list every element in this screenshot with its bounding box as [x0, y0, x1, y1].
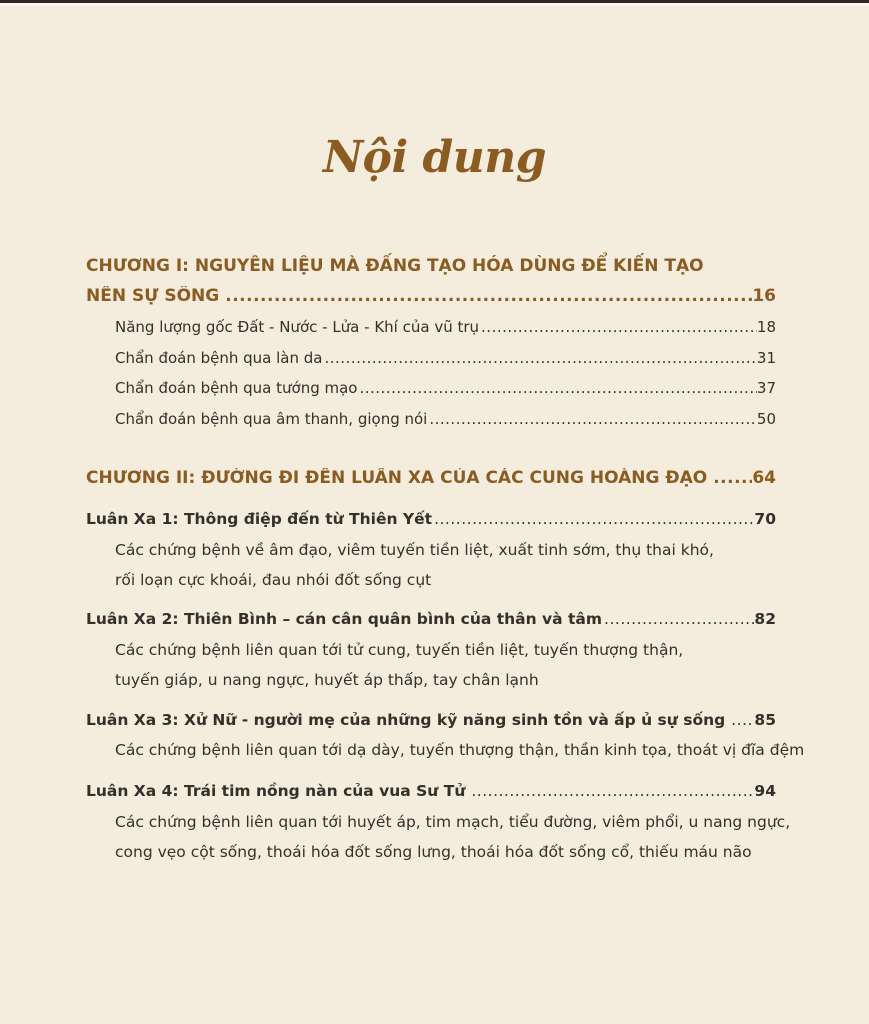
chapter-1-title-line1: CHƯƠNG I: NGUYÊN LIỆU MÀ ĐẤNG TẠO HÓA DÙNG ĐỂ KIẾN TẠO [86, 256, 704, 276]
page-title: Nội dung [322, 132, 547, 183]
toc-entry-page: 18 [756, 318, 776, 336]
section-description-line: Các chứng bệnh liên quan tới huyết áp, tim mạch, tiểu đường, viêm phổi, u nang ngực, [115, 813, 791, 831]
toc-entry-title: Chẩn đoán bệnh qua tướng mạo [115, 379, 358, 397]
section-heading[interactable] [86, 510, 776, 528]
leader-dots [471, 782, 754, 800]
toc-entry-title: Năng lượng gốc Đất - Nước - Lửa - Khí của vũ trụ [115, 318, 480, 336]
toc-entry[interactable] [115, 379, 776, 397]
section-description-line: cong vẹo cột sống, thoái hóa đốt sống lưng, thoái hóa đốt sống cổ, thiếu máu não [115, 843, 752, 861]
section-heading[interactable] [86, 782, 776, 800]
chapter-1-heading[interactable] [86, 286, 776, 306]
chapter-1-page: 16 [752, 286, 776, 306]
toc-entry[interactable] [115, 318, 776, 336]
toc-entry-page: 50 [756, 410, 776, 428]
leader-dots [429, 410, 757, 428]
section-heading[interactable] [86, 610, 776, 628]
toc-entry[interactable] [115, 410, 776, 428]
leader-dots [731, 711, 754, 729]
leader-dots [604, 610, 754, 628]
toc-entry[interactable] [115, 349, 776, 367]
leader-dots [225, 286, 752, 306]
section-heading[interactable] [86, 711, 776, 729]
top-edge-highlight [0, 3, 869, 6]
section-description-line: Các chứng bệnh liên quan tới tử cung, tuyến tiền liệt, tuyến thượng thận, [115, 641, 684, 659]
section-page: 82 [754, 610, 776, 628]
section-page: 94 [754, 782, 776, 800]
section-title: Luân Xa 3: Xử Nữ - người mẹ của những kỹ năng sinh tồn và ấp ủ sự sống [86, 711, 726, 729]
section-page: 70 [754, 510, 776, 528]
chapter-1-title-line2: NÊN SỰ SỐNG [86, 286, 220, 306]
toc-entry-page: 31 [756, 349, 776, 367]
chapter-2-title: CHƯƠNG II: ĐƯỜNG ĐI ĐẾN LUÂN XA CỦA CÁC CUNG HOÀNG ĐẠO [86, 468, 708, 488]
section-description-line: Các chứng bệnh liên quan tới dạ dày, tuyến thượng thận, thần kinh tọa, thoát vị đĩa đệm [115, 741, 805, 759]
leader-dots [324, 349, 756, 367]
chapter-2-heading[interactable] [86, 468, 776, 488]
toc-entry-title: Chẩn đoán bệnh qua làn da [115, 349, 323, 367]
leader-dots [481, 318, 757, 336]
section-title: Luân Xa 4: Trái tim nồng nàn của vua Sư Tử [86, 782, 466, 800]
chapter-2-page: 64 [752, 468, 776, 488]
leader-dots [713, 468, 752, 488]
leader-dots [434, 510, 754, 528]
toc-entry-page: 37 [756, 379, 776, 397]
section-description-line: tuyến giáp, u nang ngực, huyết áp thấp, tay chân lạnh [115, 671, 539, 689]
leader-dots [359, 379, 756, 397]
section-title: Luân Xa 2: Thiên Bình – cán cân quân bình của thân và tâm [86, 610, 603, 628]
section-description-line: Các chứng bệnh về âm đạo, viêm tuyến tiền liệt, xuất tinh sớm, thụ thai khó, [115, 541, 714, 559]
toc-entry-title: Chẩn đoán bệnh qua âm thanh, giọng nói [115, 410, 428, 428]
section-page: 85 [754, 711, 776, 729]
section-description-line: rối loạn cực khoái, đau nhói đốt sống cụt [115, 571, 432, 589]
section-title: Luân Xa 1: Thông điệp đến từ Thiên Yết [86, 510, 433, 528]
